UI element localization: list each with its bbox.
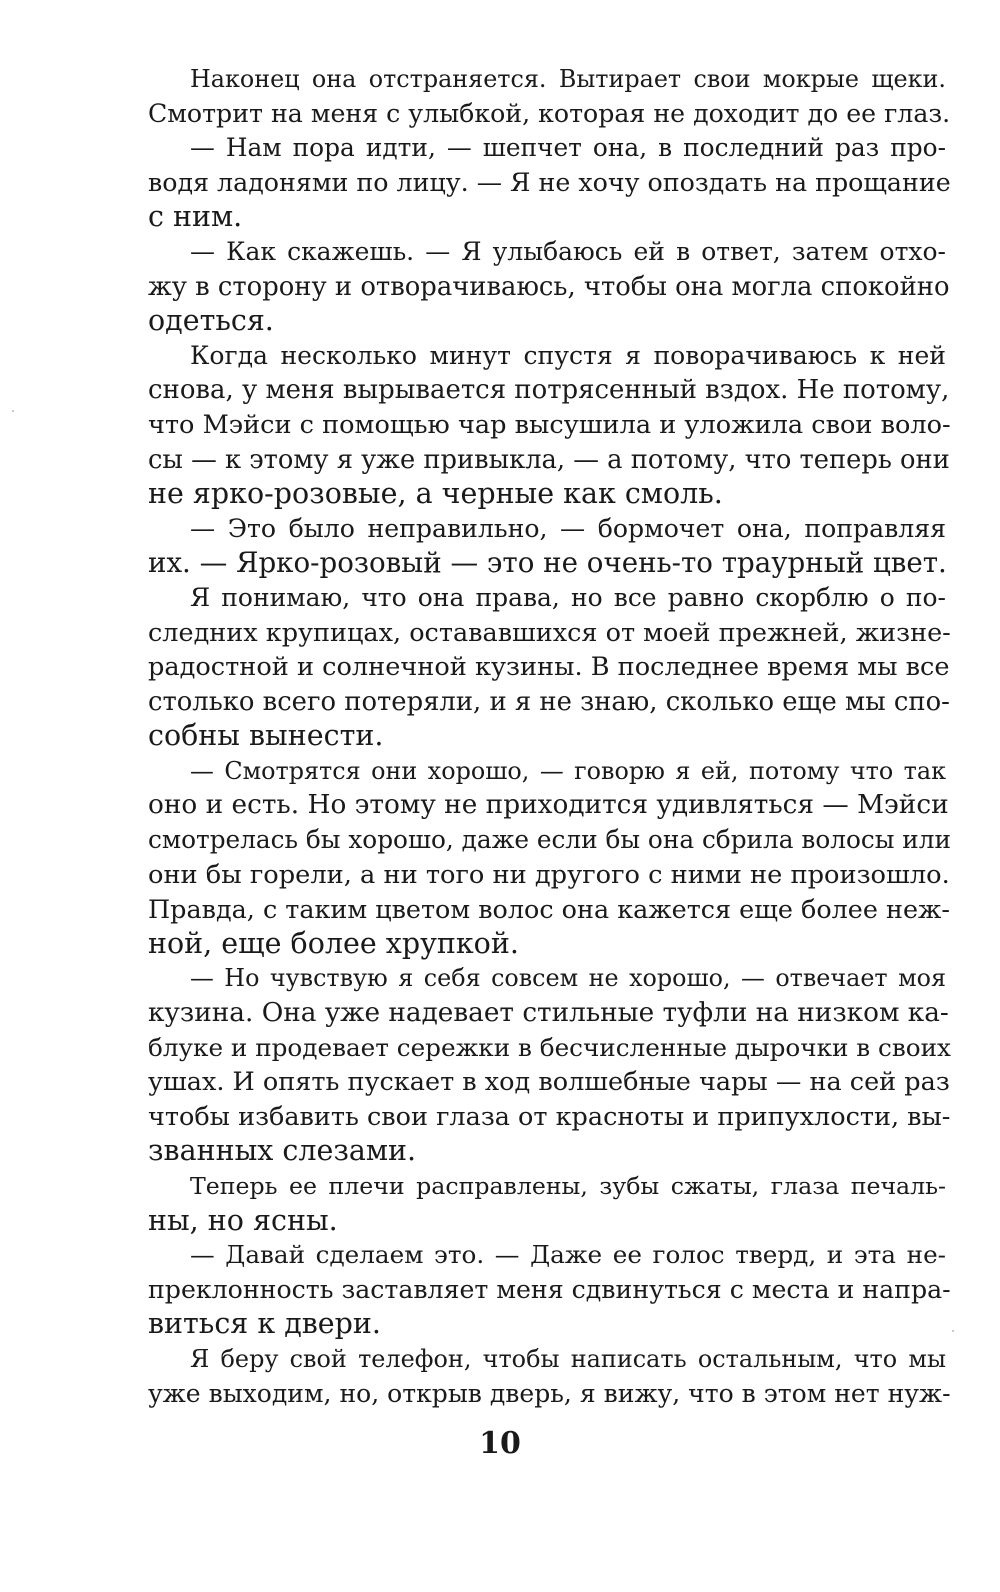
- text-line: Я беру свой телефон, чтобы написать остальным, что мы: [190, 1344, 946, 1373]
- paragraph: [106, 961, 951, 1169]
- text-line: уже выходим, но, открыв дверь, я вижу, что в этом нет нуж-: [148, 1378, 951, 1408]
- text-line: — Нам пора идти, — шепчет она, в последний раз про-: [190, 133, 946, 163]
- text-line: собны вынести.: [148, 719, 384, 753]
- scan-speck: [952, 1330, 954, 1332]
- paragraph: [106, 235, 950, 339]
- text-line: виться к двери.: [148, 1307, 381, 1341]
- text-line: сы — к этому я уже привыкла, — а потому, что теперь они: [148, 444, 950, 475]
- text-line: званных слезами.: [148, 1134, 417, 1168]
- paragraph: [106, 1169, 946, 1238]
- text-line: Наконец она отстраняется. Вытирает свои мокрые щеки.: [190, 65, 946, 93]
- paragraph: [106, 131, 951, 235]
- text-line: ушах. И опять пускает в ход волшебные чары — на сей раз: [148, 1067, 950, 1098]
- text-line: кузина. Она уже надевает стильные туфли на низком ка-: [148, 998, 949, 1029]
- paragraph: [106, 581, 951, 754]
- text-line: жу в сторону и отворачиваюсь, чтобы она могла спокойно: [148, 271, 950, 302]
- paragraph: [106, 1342, 951, 1411]
- text-line: — Но чувствую я себя совсем не хорошо, — отвечает моя: [190, 964, 946, 993]
- page-body: [106, 62, 951, 1411]
- text-line: ной, еще более хрупкой.: [148, 926, 519, 960]
- text-line: Когда несколько минут спустя я поворачиваюсь к ней: [190, 340, 946, 370]
- text-line: столько всего потеряли, и я не знаю, сколько еще мы спо-: [148, 686, 950, 717]
- paragraph: [106, 1238, 951, 1342]
- text-line: их. — Ярко-розовый — это не очень-то траурный цвет.: [148, 546, 947, 580]
- text-line: Смотрит на меня с улыбкой, которая не доходит до ее глаз.: [148, 98, 951, 128]
- text-line: Правда, с таким цветом волос она кажется еще более неж-: [148, 894, 951, 925]
- text-line: ны, но ясны.: [148, 1203, 338, 1237]
- paragraph: [106, 512, 946, 581]
- paragraph: [106, 62, 951, 131]
- text-line: радостной и солнечной кузины. В последнее время мы все: [148, 652, 950, 683]
- text-line: чтобы избавить свои глаза от красноты и припухлости, вы-: [148, 1101, 951, 1132]
- text-line: с ним.: [148, 200, 243, 234]
- scan-speck: [12, 410, 14, 412]
- text-line: преклонность заставляет меня сдвинуться с места и напра-: [148, 1274, 951, 1304]
- text-line: — Смотрятся они хорошо, — говорю я ей, потому что так: [190, 756, 946, 785]
- text-line: одеться.: [148, 304, 274, 338]
- page-number: 10: [479, 1426, 521, 1461]
- text-line: — Это было неправильно, — бормочет она, поправляя: [190, 513, 946, 543]
- text-line: водя ладонями по лицу. — Я не хочу опоздать на прощание: [148, 167, 951, 197]
- text-line: смотрелась бы хорошо, даже если бы она сбрила волосы или: [148, 825, 951, 855]
- text-line: что Мэйси с помощью чар высушила и уложила свои воло-: [148, 409, 951, 440]
- text-line: они бы горели, а ни того ни другого с ними не произошло.: [148, 859, 950, 890]
- text-line: следних крупицах, остававшихся от моей прежней, жизне-: [148, 617, 951, 648]
- text-line: — Давай сделаем это. — Даже ее голос тверд, и эта не-: [190, 1240, 946, 1270]
- text-line: не ярко-розовые, а черные как смоль.: [148, 477, 723, 511]
- text-line: блуке и продевает сережки в бесчисленные дырочки в своих: [148, 1032, 951, 1062]
- text-line: Я понимаю, что она права, но все равно скорблю о по-: [190, 582, 946, 612]
- paragraph: [106, 754, 951, 962]
- text-line: Теперь ее плечи расправлены, зубы сжаты, глаза печаль-: [190, 1172, 946, 1200]
- text-line: оно и есть. Но этому не приходится удивляться — Мэйси: [148, 790, 949, 821]
- text-line: снова, у меня вырывается потрясенный вздох. Не потому,: [148, 375, 950, 406]
- paragraph: [106, 339, 951, 512]
- text-line: — Как скажешь. — Я улыбаюсь ей в ответ, затем отхо-: [190, 236, 946, 266]
